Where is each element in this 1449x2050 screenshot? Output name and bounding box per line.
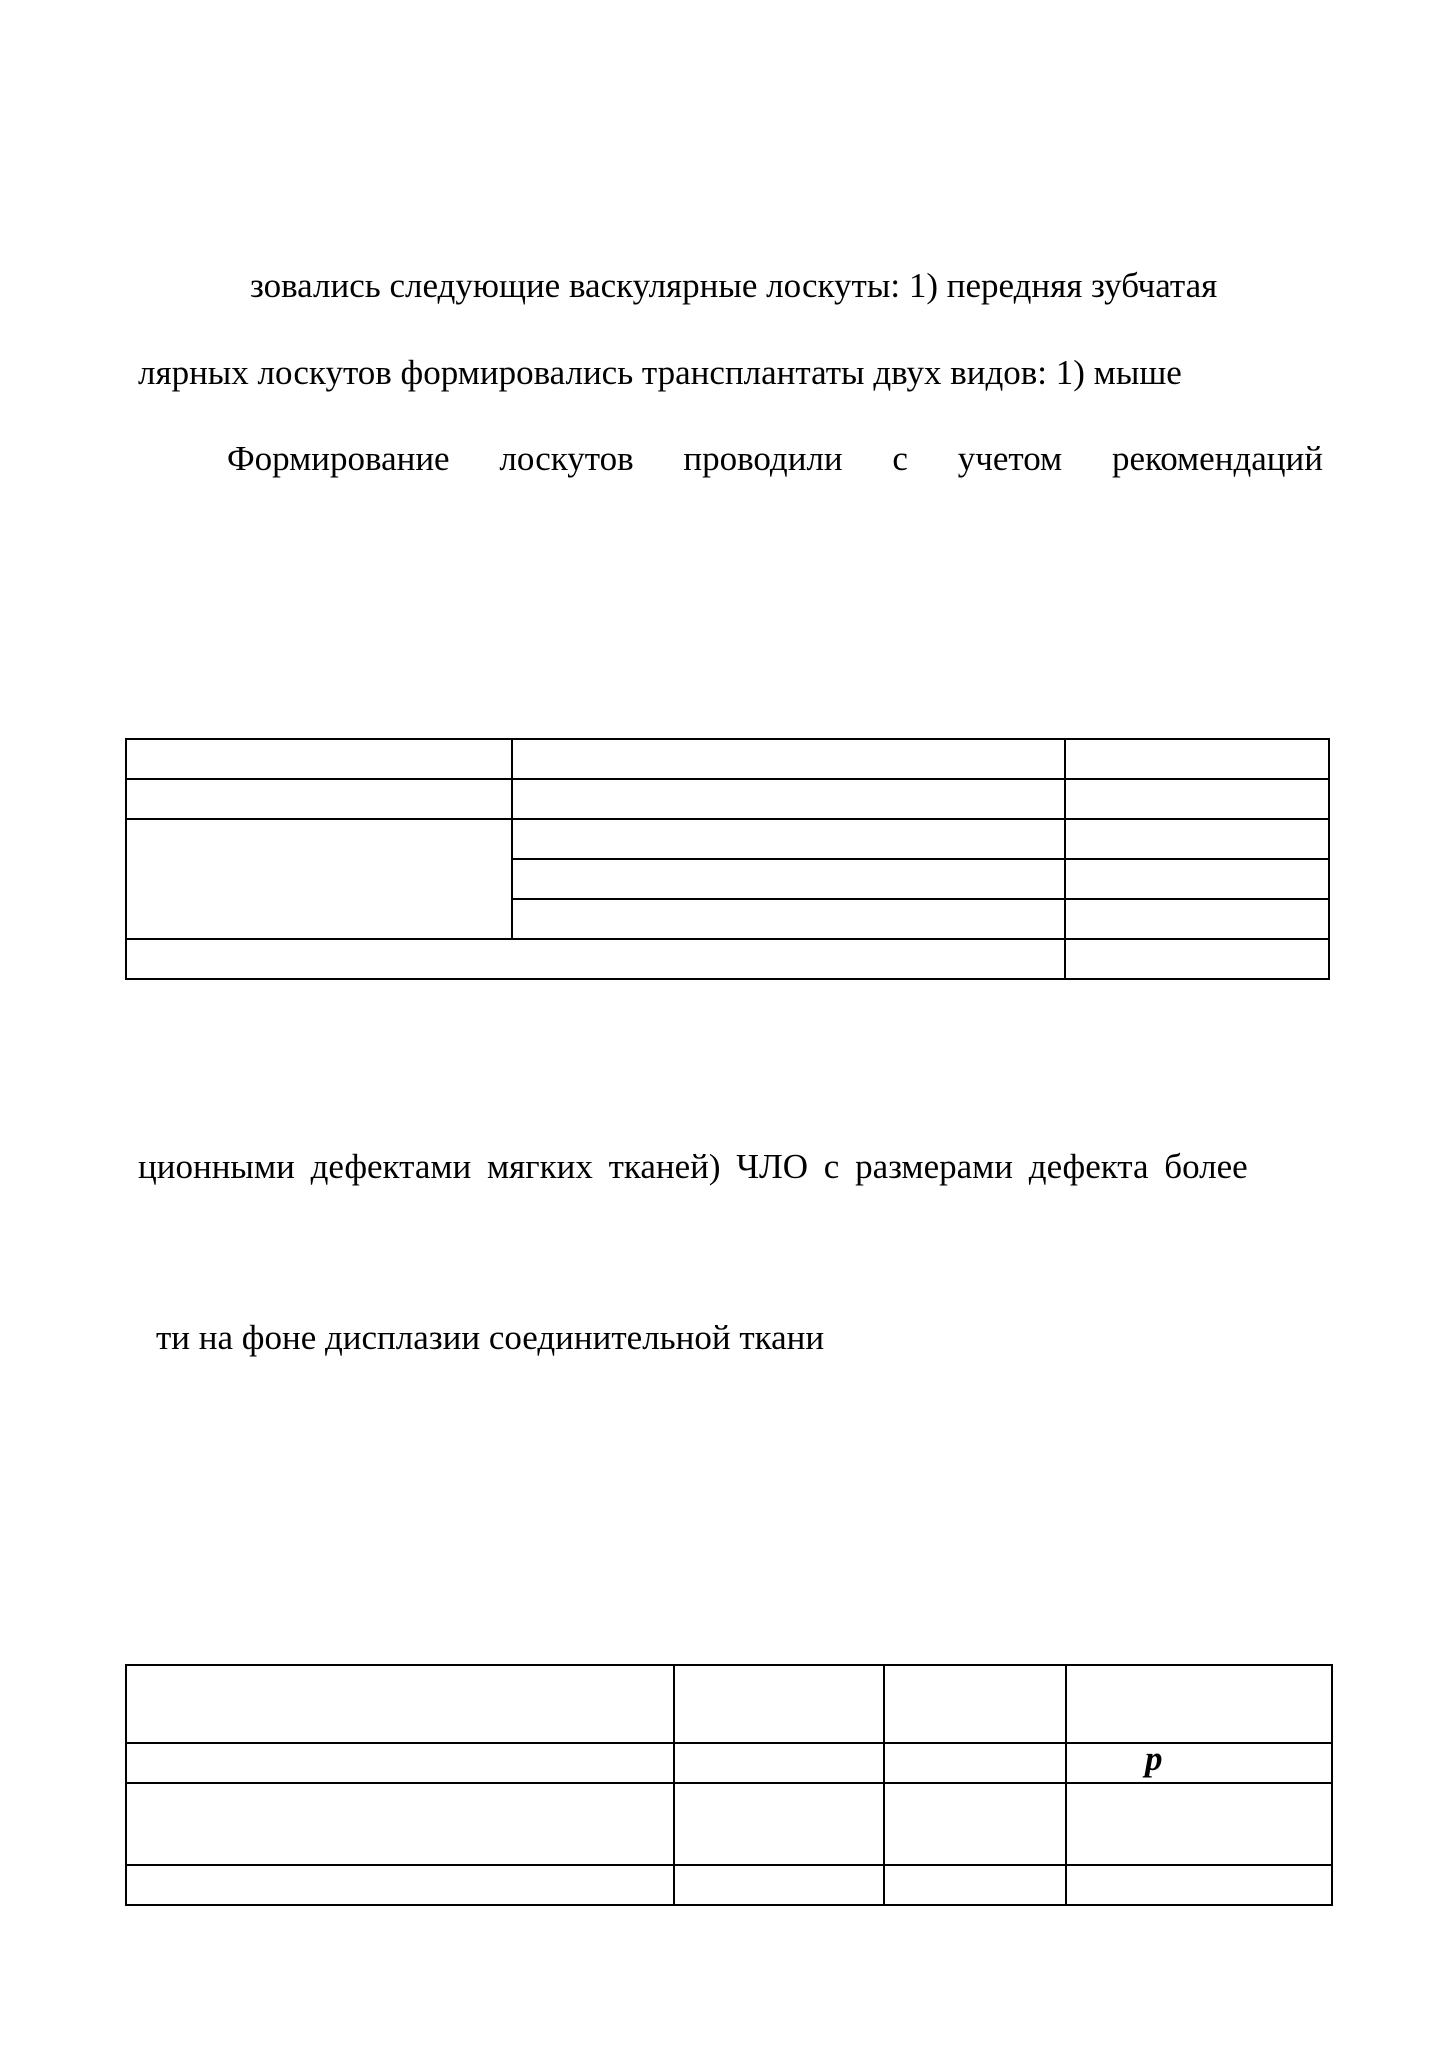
table-cell	[1066, 1739, 1332, 1783]
word: рекомендаций	[1111, 439, 1323, 478]
word: с	[892, 439, 908, 478]
table-row	[126, 1865, 1332, 1905]
table-cell	[126, 1665, 674, 1743]
text-line-5: ти на фоне дисплазии соединительной ткани	[156, 1318, 825, 1357]
table-cell	[674, 1665, 884, 1743]
text-line-3	[227, 437, 1323, 481]
table-cell	[512, 899, 1065, 939]
table-cell	[1066, 1865, 1332, 1905]
text-line-4: ционными дефектами мягких тканей) ЧЛО с размерами дефекта более	[138, 1147, 1248, 1186]
table-row	[126, 819, 1329, 859]
table-2	[125, 1664, 1333, 1906]
table-cell	[1066, 1665, 1332, 1743]
text-line-2: лярных лоскутов формировались трансплантаты двух видов: 1) мыше	[138, 353, 1182, 392]
table-cell	[1065, 899, 1329, 939]
table-cell	[126, 1865, 674, 1905]
table-cell	[674, 1783, 884, 1865]
word: проводили	[683, 439, 843, 478]
table-cell	[674, 1865, 884, 1905]
word: лоскутов	[499, 439, 634, 478]
table-row	[126, 779, 1329, 819]
p-value-label: p	[1145, 1739, 1163, 1778]
table-row	[126, 1783, 1332, 1865]
table-row	[126, 939, 1329, 979]
table-cell	[674, 1743, 884, 1783]
table-cell	[512, 779, 1065, 819]
table-cell	[1065, 819, 1329, 859]
table-cell	[1065, 939, 1329, 979]
table-row	[126, 1743, 1332, 1783]
table-1	[125, 738, 1330, 980]
table-cell	[884, 1783, 1066, 1865]
word: учетом	[957, 439, 1063, 478]
table-cell	[884, 1865, 1066, 1905]
table-row	[126, 739, 1329, 779]
table-cell	[126, 1743, 674, 1783]
table-cell	[126, 779, 512, 819]
table-row	[126, 1665, 1332, 1743]
table-cell	[884, 1665, 1066, 1743]
table-cell	[1065, 779, 1329, 819]
table-cell	[1066, 1783, 1332, 1865]
table-cell	[884, 1743, 1066, 1783]
table-cell	[512, 819, 1065, 859]
table-cell	[512, 859, 1065, 899]
table-cell	[126, 819, 512, 939]
table-cell	[1065, 859, 1329, 899]
text-line-1: зовались следующие васкулярные лоскуты: 1) передняя зубчатая	[250, 266, 1218, 305]
table-cell	[512, 739, 1065, 779]
table-cell	[1065, 739, 1329, 779]
table-cell	[126, 939, 1065, 979]
table-cell	[126, 739, 512, 779]
word: Формирование	[227, 439, 450, 478]
table-cell	[126, 1783, 674, 1865]
